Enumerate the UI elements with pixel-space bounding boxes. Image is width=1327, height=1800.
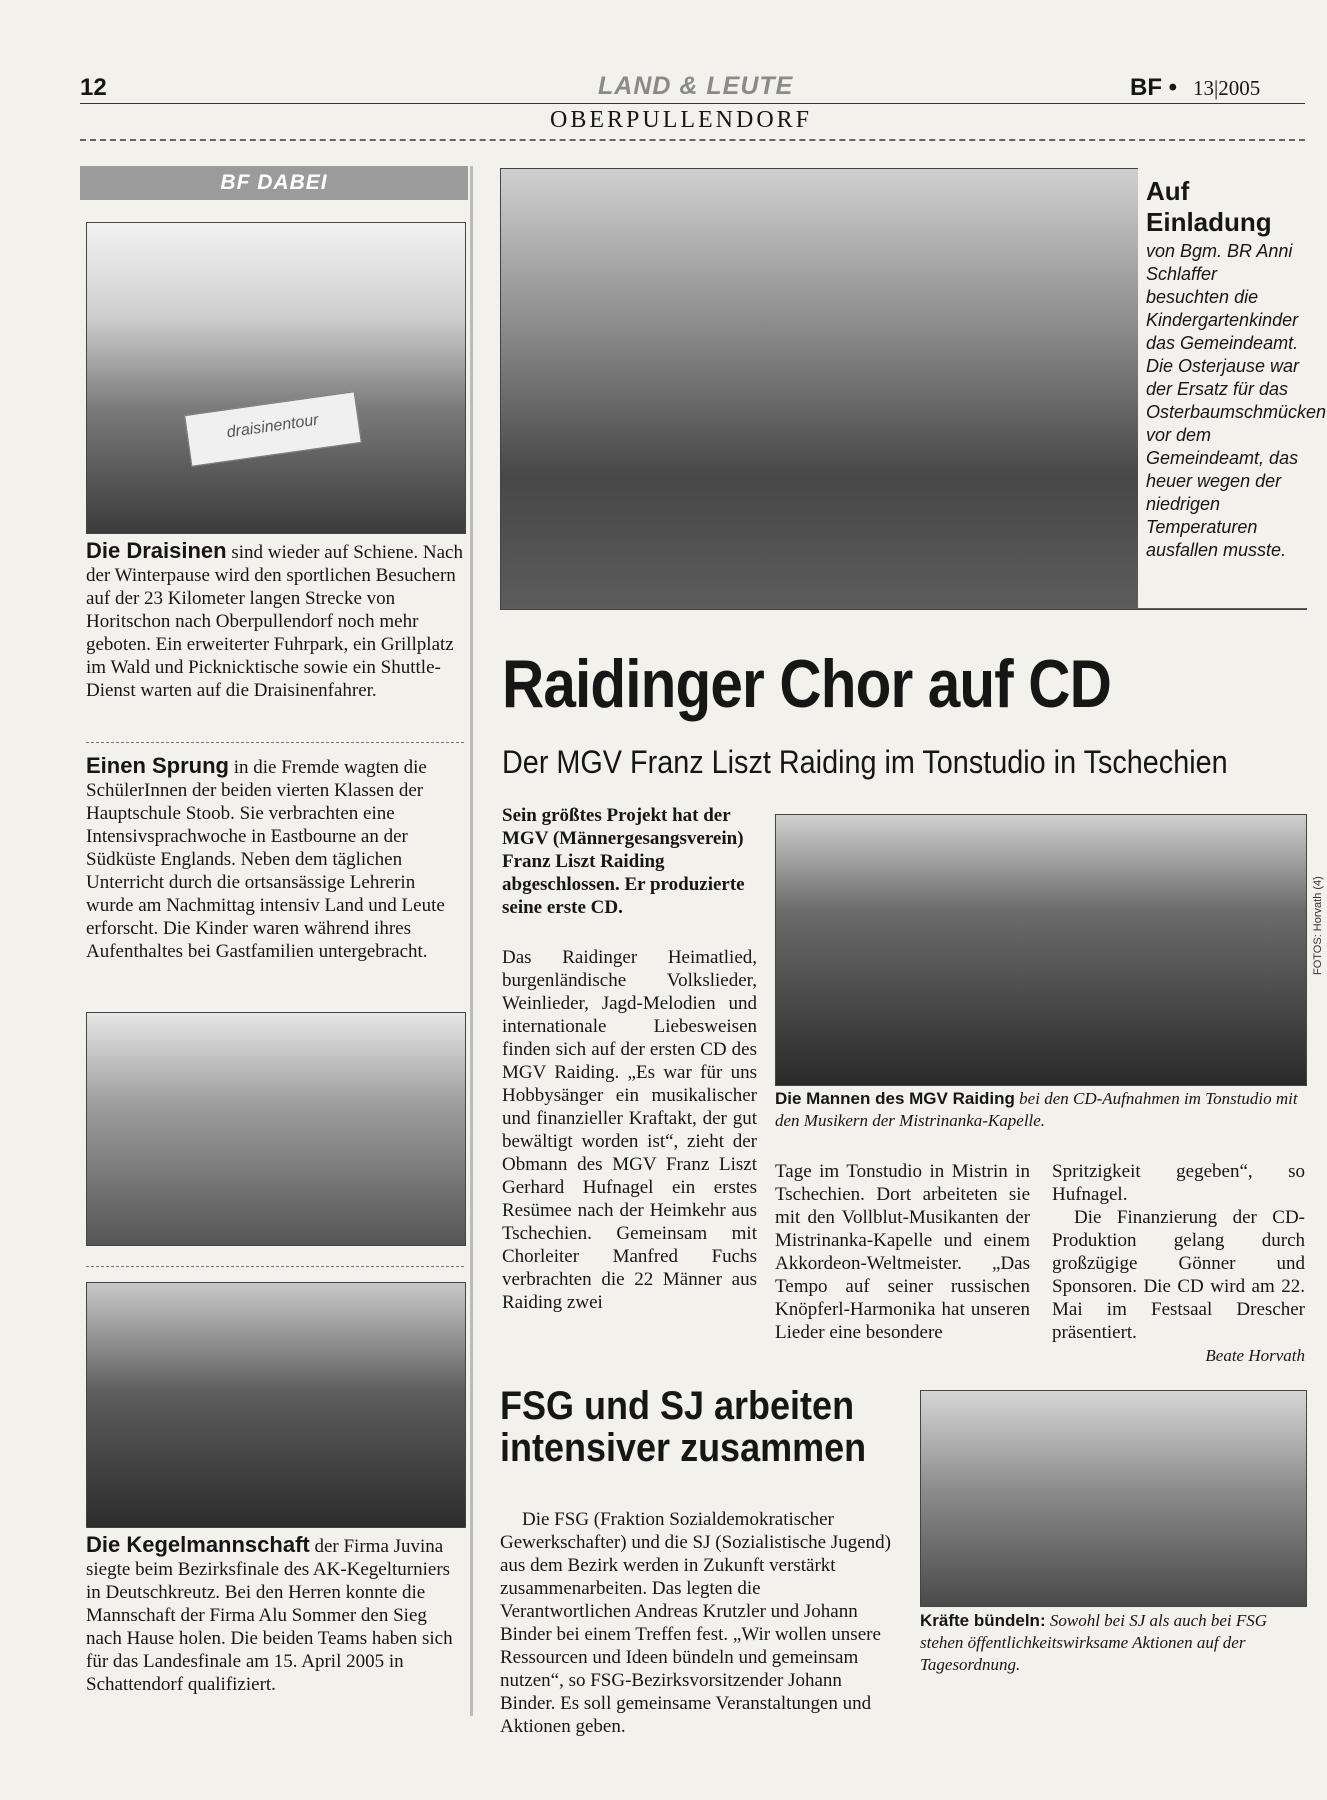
fsg-caption-lead: Kräfte bündeln: [920, 1611, 1046, 1630]
choir-photo [775, 814, 1307, 1086]
main-column-3 [1052, 1160, 1305, 1366]
main-column-3-a: Spritzigkeit gegeben“, so Hufnagel. [1052, 1161, 1305, 1205]
fsg-headline [500, 1385, 866, 1469]
main-headline: Raidinger Chor auf CD [502, 646, 1112, 722]
choir-caption-lead: Die Mannen des MGV Raiding [775, 1089, 1015, 1108]
article-author: Beate Horvath [1205, 1346, 1305, 1365]
publication-name: BF [1130, 74, 1162, 101]
issue-number: 13|2005 [1193, 76, 1261, 100]
sidebar-divider-2 [86, 1266, 464, 1267]
fsg-caption-text: Sowohl bei SJ als auch bei FSG stehen öffentlichkeitswirksame Aktionen auf der Tagesordnung. [920, 1611, 1268, 1674]
draisine-sign [184, 391, 362, 466]
draisine-body: sind wieder auf Schiene. Nach der Winterpause wird den sportlichen Besuchern auf der 23 Kilometer langen Strecke von Horitschon nach Oberpullendorf noch mehr geboten. Ein erweiterter Fuhrpark, ein Grillplatz im Wald und Picknicktische sowie ein Shuttle-Dienst warten auf die Draisinenfahrer. [86, 542, 463, 701]
exchange-text [86, 753, 466, 963]
kindergarten-caption [1138, 168, 1327, 608]
page-number: 12 [80, 74, 107, 101]
fsg-photo-caption [920, 1610, 1305, 1676]
main-subheadline: Der MGV Franz Liszt Raiding im Tonstudio in Tschechien [502, 744, 1228, 780]
draisine-sign-text: draisinentour [225, 411, 320, 442]
exchange-body: in die Fremde wagten die SchülerInnen der beiden vierten Klassen der Hauptschule Stoob. Sie verbrachten eine Intensivsprachwoche in Eastbourne an der Südküste Englands. Neben dem täglichen Unterricht durch die ortsansässige Lehrerin wurde am Nachmittag intensiv Land und Leute erforscht. Die Kinder waren während ihres Aufenthaltes bei Gastfamilien untergebracht. [86, 757, 445, 962]
main-teaser: Sein größtes Projekt hat der MGV (Männergesangsverein) Franz Liszt Raiding abgeschlossen. Er produzierte seine erste CD. [502, 805, 745, 918]
bowling-team-photo [86, 1282, 466, 1528]
bowling-text [86, 1532, 466, 1696]
main-column-1: Das Raidinger Heimatlied, burgenländische Volkslieder, Weinlieder, Jagd-Melodien und internationale Liebesweisen finden sich auf der ersten CD des MGV Raiding. „Es war für uns Hobbysänger ein musikalischer und finanzieller Kraftakt, der gut bewältigt worden ist“, zieht der Obmann des MGV Franz Liszt Gerhard Hufnagel ein erstes Resümee nach der Heimkehr aus Tschechien. Gemeinsam mit Chorleiter Manfred Fuchs verbrachten die 22 Männer aus Raiding zwei [502, 947, 757, 1313]
london-group-photo [86, 1012, 466, 1246]
choir-caption-text: bei den CD-Aufnahmen im Tonstudio mit den Musikern der Mistrinanka-Kapelle. [775, 1089, 1298, 1130]
choir-photo-caption [775, 1088, 1305, 1132]
bullet-icon: • [1168, 74, 1178, 101]
fsg-body: Die FSG (Fraktion Sozialdemokratischer Gewerkschafter) und die SJ (Sozialistische Jugend) aus dem Bezirk werden in Zukunft verstärkt zusammenarbeiten. Das legten die Verantwortlichen Andreas Krutzler und Johann Binder bei einem Treffen fest. „Wir wollen unsere Ressourcen und Ideen bündeln und gemeinsam nutzen“, so FSG-Bezirksvorsitzender Johann Binder. Es soll gemeinsame Veranstaltungen und Aktionen geben. [500, 1509, 891, 1737]
kindergarten-caption-title: Auf Einladung [1146, 176, 1272, 237]
fsg-photo [920, 1390, 1307, 1607]
sidebar-title: BF DABEI [80, 166, 468, 200]
bowling-lead: Die Kegelmannschaft [86, 1532, 310, 1557]
exchange-lead: Einen Sprung [86, 753, 229, 778]
draisine-photo [86, 222, 466, 534]
sidebar-divider-1 [86, 742, 464, 743]
photo-credit: FOTOS: Horvath (4) [1312, 876, 1324, 975]
draisine-lead: Die Draisinen [86, 538, 227, 563]
bowling-body: der Firma Juvina siegte beim Bezirksfinale des AK-Kegelturniers in Deutschkreutz. Bei den Herren konnte die Mannschaft der Firma Alu Sommer den Sieg nach Hause holen. Die beiden Teams haben sich für das Landesfinale am 15. April 2005 in Schattendorf qualifiziert. [86, 1536, 453, 1695]
section-title: LAND & LEUTE [598, 72, 794, 100]
fsg-headline-line-2: intensiver zusammen [500, 1426, 867, 1470]
header-rule [80, 103, 1305, 104]
fsg-headline-line-1: FSG und SJ arbeiten [500, 1384, 855, 1428]
kindergarten-caption-text: von Bgm. BR Anni Schlaffer besuchten die Kindergartenkinder das Gemeindeamt. Die Osterjause war der Ersatz für das Osterbaumschmücken vor dem Gemeindeamt, das heuer wegen der niedrigen Temperaturen ausfallen musste. [1146, 241, 1327, 560]
main-column-2: Tage im Tonstudio in Mistrin in Tschechien. Dort arbeiteten sie mit den Vollblut-Musikanten der Mistrinanka-Kapelle und einem Akkordeon-Weltmeister. „Das Tempo auf seiner russischen Knöpferl-Harmonika hat unseren Lieder eine besondere [775, 1161, 1030, 1343]
draisine-text [86, 538, 466, 702]
publication-logo [1130, 74, 1177, 102]
main-column-3-b: Die Finanzierung der CD-Produktion gelang durch großzügige Gönner und Sponsoren. Die CD wird am 22. Mai im Festsaal Drescher präsentiert. [1052, 1207, 1305, 1343]
region-title: OBERPULLENDORF [550, 107, 813, 133]
header-dashed-rule [80, 139, 1305, 141]
